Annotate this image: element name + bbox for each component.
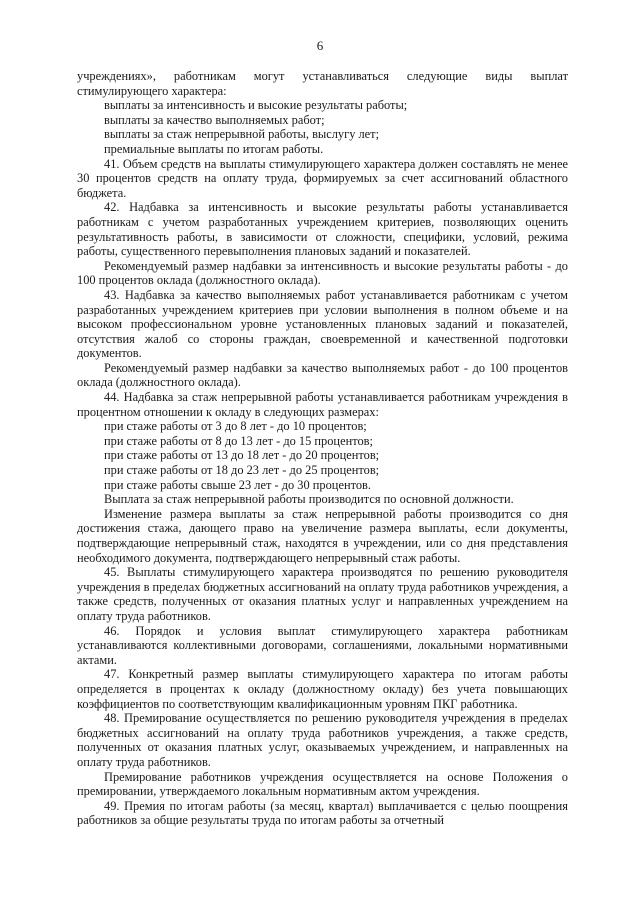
list-item: при стаже работы от 8 до 13 лет - до 15 процентов; xyxy=(104,433,373,448)
list-item: при стаже работы от 13 до 18 лет - до 20 процентов; xyxy=(104,448,380,463)
paragraph: 42. Надбавка за интенсивность и высокие результаты работы устанавливается работникам с учетом разработанных учреждением критериев, позволяющих оценить результативность работы, в зависимости от сложности, специфики, условий, режима работы, существенного перевыполнения плановых заданий и показателей. xyxy=(77,200,568,259)
list-item: премиальные выплаты по итогам работы. xyxy=(104,141,324,156)
paragraph: Изменение размера выплаты за стаж непрерывной работы производится со дня достижения стажа, дающего право на увеличение размера выплаты, если документы, подтверждающие непрерывный стаж, находятся в учреждении, или со дня представления необходимого документа, подтверждающего непрерывный стаж работы. xyxy=(77,506,568,565)
paragraph: 41. Объем средств на выплаты стимулирующего характера должен составлять не менее 30 процентов средств на оплату труда, формируемых за счет ассигнований областного бюджета. xyxy=(77,156,568,200)
paragraph: учреждениях», работникам могут устанавливаться следующие виды выплат стимулирующего характера: xyxy=(77,69,568,98)
list-item: выплаты за качество выполняемых работ; xyxy=(104,112,325,127)
paragraph: Рекомендуемый размер надбавки за интенсивность и высокие результаты работы - до 100 процентов оклада (должностного оклада). xyxy=(77,258,568,288)
paragraph: Рекомендуемый размер надбавки за качество выполняемых работ - до 100 процентов оклада (должностного оклада). xyxy=(77,360,568,390)
paragraph: 49. Премия по итогам работы (за месяц, квартал) выплачивается с целью поощрения работников за общие результаты труда по итогам работы за отчетный xyxy=(77,798,568,828)
document-body xyxy=(77,69,568,828)
paragraph: 47. Конкретный размер выплаты стимулирующего характера по итогам работы определяется в процентах к окладу (должностному окладу) без учета повышающих коэффициентов по соответствующим квалификационным уровням ПКГ работника. xyxy=(77,667,568,711)
paragraph: 46. Порядок и условия выплат стимулирующего характера работникам устанавливаются коллективными договорами, соглашениями, локальными нормативными актами. xyxy=(77,623,568,667)
paragraph: Выплата за стаж непрерывной работы производится по основной должности. xyxy=(104,492,514,507)
paragraph: 43. Надбавка за качество выполняемых работ устанавливается работникам с учетом разработанных учреждением критериев при условии выполнения в полном объеме и на высоком профессиональном уровне установленных плановых заданий и показателей, отсутствия жалоб со стороны граждан, своевременной и качественной подготовки документов. xyxy=(77,287,568,361)
paragraph: 48. Премирование осуществляется по решению руководителя учреждения в пределах бюджетных ассигнований на оплату труда работников учреждения, а также средств, полученных от оказания платных услуг, оказываемых учреждением, и направленных на оплату труда работников. xyxy=(77,711,568,769)
list-item: выплаты за интенсивность и высокие результаты работы; xyxy=(104,98,408,113)
paragraph: 44. Надбавка за стаж непрерывной работы устанавливается работникам учреждения в процентном отношении к окладу в следующих размерах: xyxy=(77,390,568,419)
list-item: при стаже работы свыше 23 лет - до 30 процентов. xyxy=(104,477,371,492)
list-item: при стаже работы от 3 до 8 лет - до 10 процентов; xyxy=(104,419,367,434)
paragraph: Премирование работников учреждения осуществляется на основе Положения о премировании, утверждаемого локальным нормативным актом учреждения. xyxy=(77,769,568,799)
list-item: при стаже работы от 18 до 23 лет - до 25 процентов; xyxy=(104,463,380,478)
list-item: выплаты за стаж непрерывной работы, выслугу лет; xyxy=(104,127,380,142)
paragraph: 45. Выплаты стимулирующего характера производятся по решению руководителя учреждения в пределах бюджетных ассигнований на оплату труда работников учреждения, а также средств, полученных от оказания платных услуг и направленных учреждением на оплату труда работников. xyxy=(77,565,568,623)
page-number: 6 xyxy=(316,38,324,53)
